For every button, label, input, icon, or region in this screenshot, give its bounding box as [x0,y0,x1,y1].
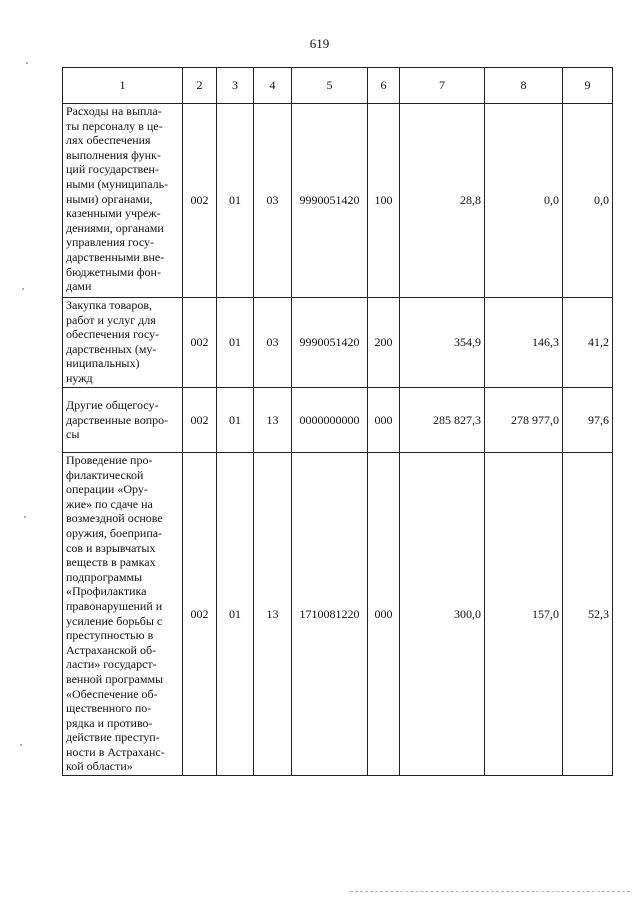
executed-amount: 146,3 [485,298,563,388]
description-line: ными) органами, [66,191,153,206]
description-line: «Профилактика [66,584,147,599]
description-line: сы [66,427,80,442]
execution-percent: 52,3 [563,453,613,776]
description-line: сов и взрывчатых [66,540,156,555]
description-line: Астраханской об- [66,642,157,657]
article-code: 13 [254,453,292,776]
description-line: щественного по- [66,701,152,716]
scan-edge-line [350,891,630,893]
column-header: 9 [563,68,613,104]
column-header: 6 [368,68,400,104]
expense-type-code: 000 [368,388,400,453]
table-row [63,388,613,453]
description-line: нужд [66,370,93,385]
expense-type-code: 100 [368,104,400,298]
execution-percent: 97,6 [563,388,613,453]
column-header: 5 [292,68,368,104]
target-item-code: 9990051420 [292,104,368,298]
description-line: управления госу- [66,235,155,250]
executed-amount: 278 977,0 [485,388,563,453]
header-row [63,68,613,104]
execution-percent: 41,2 [563,298,613,388]
description-line: возмездной основе [66,511,163,526]
target-item-code: 9990051420 [292,298,368,388]
description-line: дениями, органами [66,220,164,235]
column-header: 8 [485,68,563,104]
description-line: дарственные вопро- [66,412,169,427]
row-description [63,104,183,298]
description-line: ниципальных) [66,356,140,371]
description-line: «Обеспечение об- [66,686,158,701]
description-line: филактической [66,467,144,482]
column-header: 2 [183,68,217,104]
description-line: лях обеспечения [66,133,151,148]
row-description [63,388,183,453]
description-line: Другие общегосу- [66,398,159,413]
article-code: 03 [254,298,292,388]
scan-speck [26,62,28,64]
column-header: 3 [217,68,254,104]
description-line: усиление борьбы с [66,613,163,628]
description-line: жие» по сдаче на [66,496,153,511]
description-line: действие преступ- [66,730,160,745]
page-number: 619 [309,36,330,51]
table-row [63,104,613,298]
executed-amount: 0,0 [485,104,563,298]
description-line: оружия, боеприпа- [66,525,163,540]
scan-speck [20,744,22,746]
target-item-code: 0000000000 [292,388,368,453]
table-row [63,453,613,776]
description-line: операции «Ору- [66,482,148,497]
section-code: 002 [183,453,217,776]
description-line: бюджетными фон- [66,264,161,279]
description-line: веществ в рамках [66,555,156,570]
description-line: Закупка товаров, [66,298,152,312]
table-row [63,298,613,388]
article-code: 13 [254,388,292,453]
description-line: дами [66,279,92,294]
subsection-code: 01 [217,388,254,453]
description-line: ными (муниципаль- [66,176,169,191]
description-line: выполнения функ- [66,147,161,162]
article-code: 03 [254,104,292,298]
section-code: 002 [183,388,217,453]
scan-speck [22,288,24,290]
description-line: подпрограммы [66,569,143,584]
subsection-code: 01 [217,104,254,298]
column-header: 4 [254,68,292,104]
planned-amount: 300,0 [400,453,485,776]
expense-type-code: 200 [368,298,400,388]
scan-speck [24,516,26,518]
description-line: правонарушений и [66,598,163,613]
execution-percent: 0,0 [563,104,613,298]
description-line: кой области» [66,759,133,774]
target-item-code: 1710081220 [292,453,368,776]
description-line: ций государствен- [66,162,159,177]
row-description [63,453,183,776]
description-line: обеспечения госу- [66,327,160,342]
description-line: венной программы [66,671,164,686]
description-line: казенными учреж- [66,206,161,221]
subsection-code: 01 [217,298,254,388]
description-line: ласти» государст- [66,657,157,672]
column-header: 1 [63,68,183,104]
description-line: Расходы на выпла- [66,104,162,118]
description-line: дарственных (му- [66,341,157,356]
planned-amount: 285 827,3 [400,388,485,453]
section-code: 002 [183,298,217,388]
subsection-code: 01 [217,453,254,776]
expense-type-code: 000 [368,453,400,776]
planned-amount: 354,9 [400,298,485,388]
description-line: дарственными вне- [66,249,165,264]
row-description [63,298,183,388]
description-line: работ и услуг для [66,312,156,327]
column-header: 7 [400,68,485,104]
description-line: преступностью в [66,628,154,643]
description-line: рядка и противо- [66,715,153,730]
section-code: 002 [183,104,217,298]
description-line: Проведение про- [66,453,153,467]
description-line: ты персоналу в це- [66,118,163,133]
executed-amount: 157,0 [485,453,563,776]
planned-amount: 28,8 [400,104,485,298]
description-line: ности в Астраханс- [66,744,165,759]
budget-table [62,67,613,776]
